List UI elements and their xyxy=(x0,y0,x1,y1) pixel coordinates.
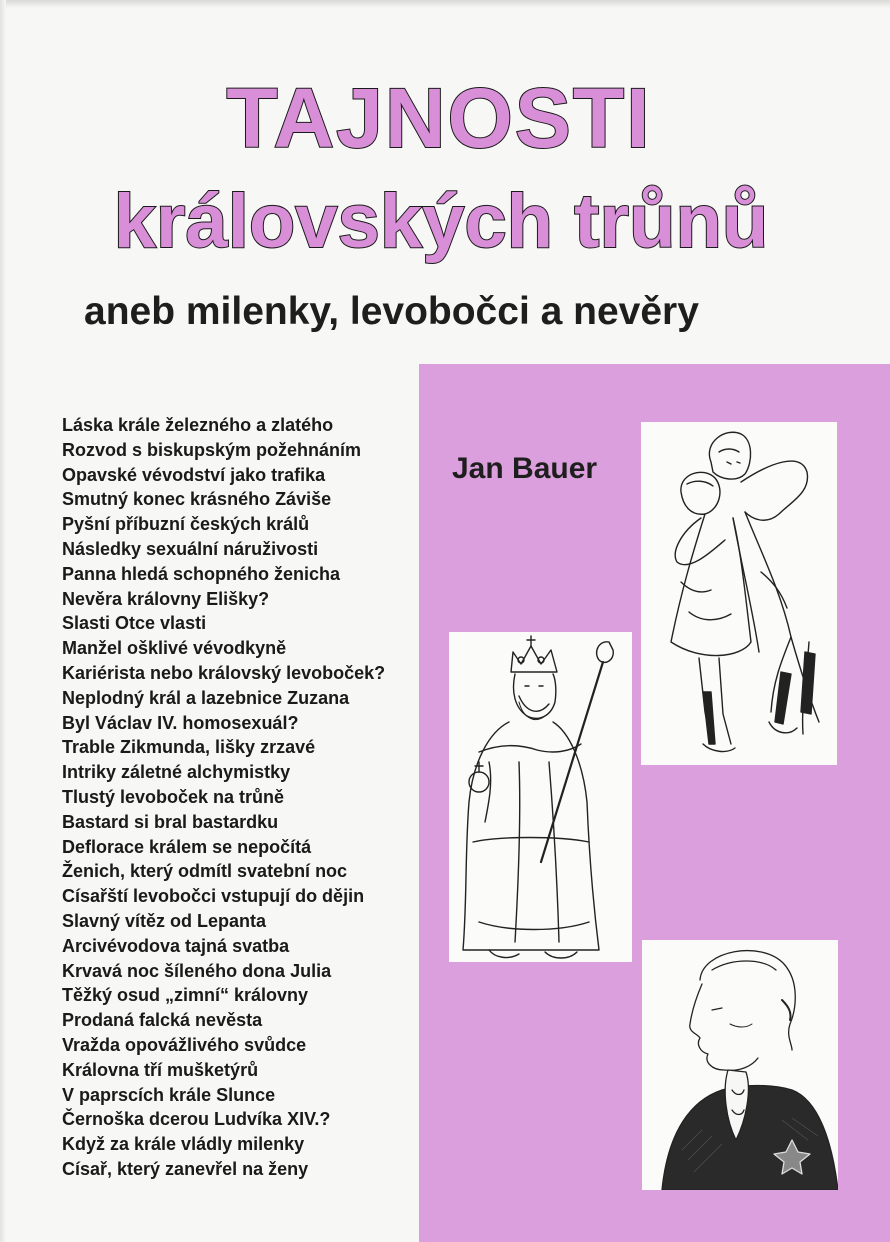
emperor-portrait-illustration xyxy=(642,940,838,1190)
chapter-list xyxy=(62,413,385,1182)
author-name: Jan Bauer xyxy=(452,452,598,485)
chapter-item: Manžel ošklivé vévodkyně xyxy=(62,638,287,659)
chapter-item: Ženich, který odmítl svatební noc xyxy=(62,861,348,882)
chapter-item: Neplodný král a lazebnice Zuzana xyxy=(62,687,350,708)
chapter-item: V paprscích krále Slunce xyxy=(62,1084,276,1105)
chapter-item: Těžký osud „zimní“ královny xyxy=(62,985,309,1006)
chapter-item: Slavný vítěz od Lepanta xyxy=(62,910,267,931)
medieval-king-illustration xyxy=(449,632,632,962)
chapter-item: Deflorace králem se nepočítá xyxy=(62,836,312,857)
chapter-item: Následky sexuální náruživosti xyxy=(62,538,319,559)
chapter-item: Slasti Otce vlasti xyxy=(62,613,207,634)
chapter-item: Nevěra královny Elišky? xyxy=(62,588,270,609)
chapter-item: Vražda opovážlivého svůdce xyxy=(62,1034,307,1055)
chapter-item: Smutný konec krásného Záviše xyxy=(62,489,332,510)
cover-top-edge xyxy=(0,0,890,8)
chapter-item: Černoška dcerou Ludvíka XIV.? xyxy=(62,1109,331,1130)
chapter-item: Krvavá noc šíleného dona Julia xyxy=(62,960,332,981)
chapter-item: Rozvod s biskupským požehnáním xyxy=(62,439,362,460)
chapter-item: Královna tří mušketýrů xyxy=(62,1059,259,1080)
chapter-item: Bastard si bral bastardku xyxy=(62,811,279,832)
chapter-item: Byl Václav IV. homosexuál? xyxy=(62,712,299,733)
subtitle: aneb milenky, levobočci a nevěry xyxy=(84,290,699,333)
embracing-couple-illustration xyxy=(641,422,837,765)
chapter-item: Tlustý levoboček na trůně xyxy=(62,786,285,807)
chapter-item: Arcivévodova tajná svatba xyxy=(62,935,290,956)
chapter-item: Císařští levobočci vstupují do dějin xyxy=(62,886,365,907)
chapter-item: Když za krále vládly milenky xyxy=(62,1134,305,1155)
chapter-item: Císař, který zanevřel na ženy xyxy=(62,1158,309,1179)
chapter-item: Opavské vévodství jako trafika xyxy=(62,464,326,485)
title-line-2: královských trůnů xyxy=(113,179,769,264)
title-line-1: TAJNOSTI xyxy=(226,71,652,165)
chapter-item: Prodaná falcká nevěsta xyxy=(62,1010,263,1031)
chapter-item: Intriky záletné alchymistky xyxy=(62,762,291,783)
chapter-item: Trable Zikmunda, lišky zrzavé xyxy=(62,737,316,758)
chapter-item: Láska krále železného a zlatého xyxy=(62,415,334,435)
chapter-item: Panna hledá schopného ženicha xyxy=(62,563,341,584)
chapter-item: Pyšní příbuzní českých králů xyxy=(62,514,310,535)
chapter-item: Kariérista nebo královský levoboček? xyxy=(62,662,386,683)
